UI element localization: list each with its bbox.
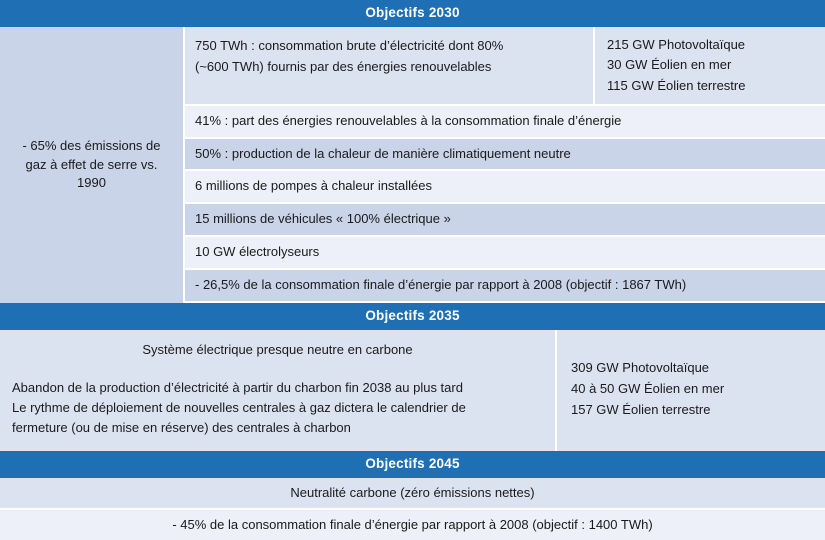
capacity-targets-2035-cell [557,330,825,451]
target-row: 15 millions de véhicules « 100% électrique » [185,204,825,237]
carbon-neutrality-row: Neutralité carbone (zéro émissions nettes) [0,478,825,510]
capacity-2030-onshore-wind: 115 GW Éolien terrestre [607,77,746,93]
electricity-and-capacity-row [185,27,825,105]
targets-2030-list [185,27,825,302]
target-row: 50% : production de la chaleur de manière climatiquement neutre [185,139,825,172]
coal-phaseout-line-3: fermeture (ou de mise en réserve) des centrales à charbon [12,420,351,436]
ghg-target-cell: - 65% des émissions de gaz à effet de serre vs. 1990 [0,27,185,302]
electricity-target-line-1: 750 TWh : consommation brute d’électricité dont 80% [195,38,504,54]
section-header-2030: Objectifs 2030 [0,0,825,27]
coal-phaseout-line-2: Le rythme de déploiement de nouvelles centrales à gaz dictera le calendrier de [12,400,466,416]
capacity-2030-offshore-wind: 30 GW Éolien en mer [607,57,732,73]
target-row: 6 millions de pompes à chaleur installées [185,171,825,204]
target-row: - 26,5% de la consommation finale d’énergie par rapport à 2008 (objectif : 1867 TWh) [185,270,825,303]
target-row: 41% : part des énergies renouvelables à la consommation finale d’énergie [185,106,825,139]
capacity-2035-onshore-wind: 157 GW Éolien terrestre [571,401,711,417]
electricity-target-cell [185,27,595,105]
carbon-neutral-grid-headline: Système électrique presque neutre en carbone [142,341,413,357]
section-body-2030 [0,27,825,302]
section-body-2035 [0,330,825,451]
section-header-2035: Objectifs 2035 [0,303,825,330]
final-energy-consumption-row: - 45% de la consommation finale d’énergie par rapport à 2008 (objectif : 1400 TWh) [0,510,825,540]
target-row: 10 GW électrolyseurs [185,237,825,270]
electricity-target-line-2: (~600 TWh) fournis par des énergies renouvelables [195,59,492,75]
capacity-2030-solar: 215 GW Photovoltaïque [607,37,746,53]
section-header-2045: Objectifs 2045 [0,451,825,478]
capacity-targets-2030-cell [595,27,825,105]
electricity-system-2035-cell [0,330,557,451]
coal-phaseout-line-1: Abandon de la production d’électricité à partir du charbon fin 2038 au plus tard [12,380,463,396]
capacity-2035-solar: 309 GW Photovoltaïque [571,360,710,376]
capacity-2035-offshore-wind: 40 à 50 GW Éolien en mer [571,380,725,396]
